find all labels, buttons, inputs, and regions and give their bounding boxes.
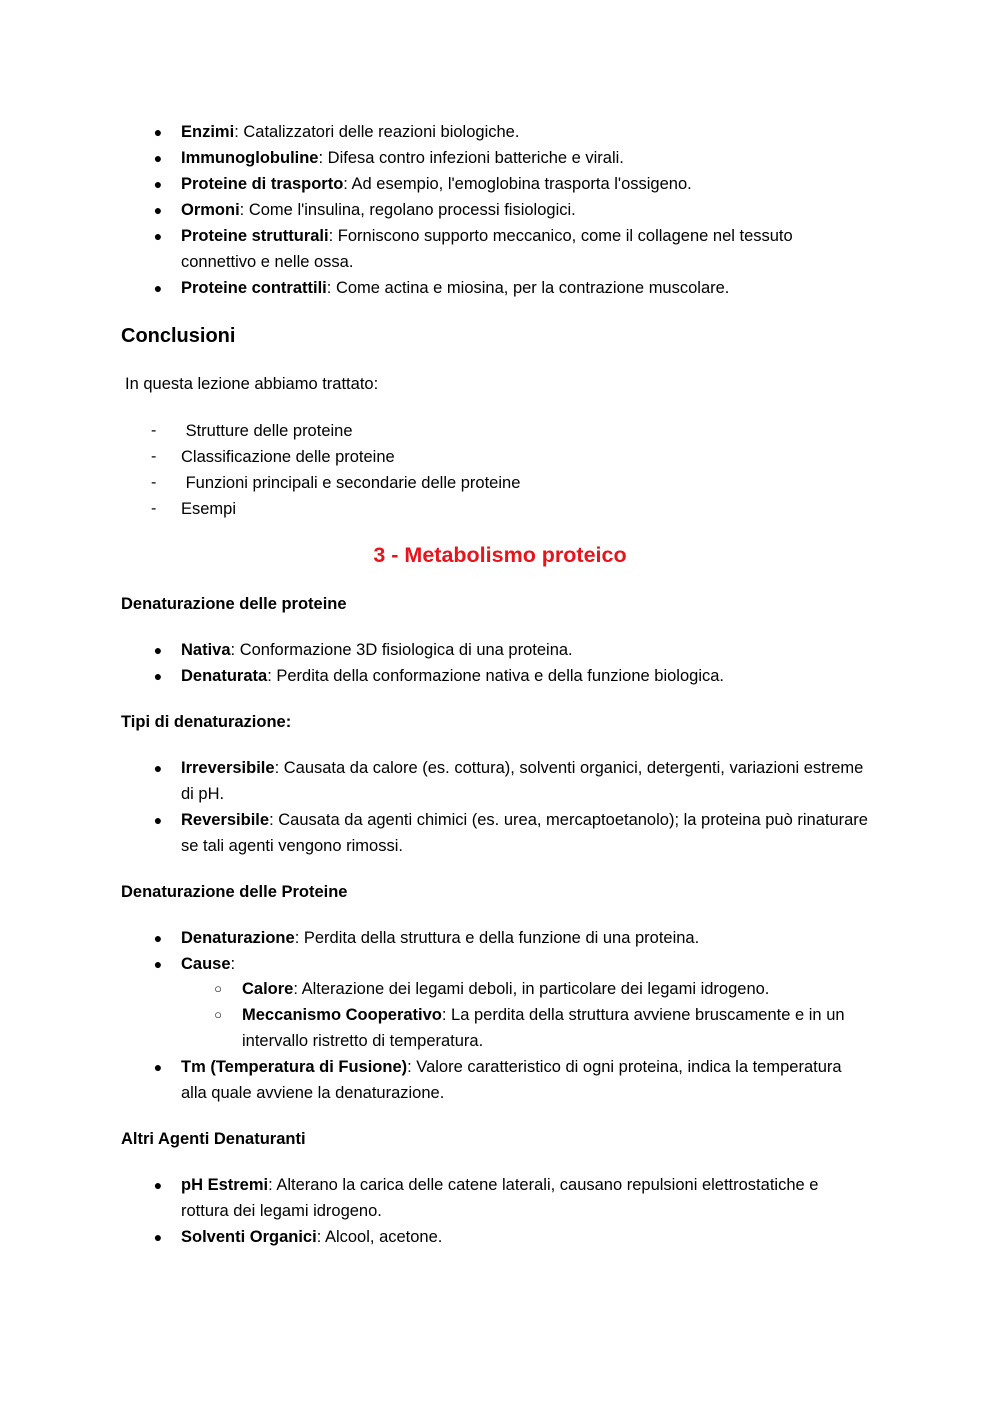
bullet-icon: ● — [153, 1229, 163, 1245]
list-item: Enzimi: Catalizzatori delle reazioni biologiche. — [181, 123, 520, 141]
bullet-icon: ● — [153, 280, 163, 296]
dash-icon: - — [151, 448, 157, 465]
list-item: Funzioni principali e secondarie delle proteine — [181, 474, 521, 492]
bullet-icon: ● — [153, 930, 163, 946]
list-item-continuation: se tali agenti vengono rimossi. — [181, 837, 403, 855]
circle-bullet-icon: ○ — [214, 981, 222, 996]
sub-list-item: Calore: Alterazione dei legami deboli, in particolare dei legami idrogeno. — [242, 980, 770, 998]
bullet-icon: ● — [153, 812, 163, 828]
dash-icon: - — [151, 474, 157, 491]
bullet-icon: ● — [153, 760, 163, 776]
list-item: Immunoglobuline: Difesa contro infezioni batteriche e virali. — [181, 149, 624, 167]
list-item: Ormoni: Come l'insulina, regolano processi fisiologici. — [181, 201, 576, 219]
list-item: Proteine contrattili: Come actina e miosina, per la contrazione muscolare. — [181, 279, 730, 297]
list-item: Tm (Temperatura di Fusione): Valore caratteristico di ogni proteina, indica la temperatura — [181, 1058, 842, 1076]
bullet-icon: ● — [153, 1059, 163, 1075]
bullet-icon: ● — [153, 228, 163, 244]
bullet-icon: ● — [153, 202, 163, 218]
bullet-icon: ● — [153, 668, 163, 684]
subsection-heading: Denaturazione delle proteine — [121, 595, 347, 613]
list-item: Proteine di trasporto: Ad esempio, l'emoglobina trasporta l'ossigeno. — [181, 175, 692, 193]
list-item: Proteine strutturali: Forniscono supporto meccanico, come il collagene nel tessuto — [181, 227, 793, 245]
subsection-heading: Altri Agenti Denaturanti — [121, 1130, 306, 1148]
bullet-icon: ● — [153, 176, 163, 192]
section-heading: Conclusioni — [121, 325, 236, 347]
list-item: Classificazione delle proteine — [181, 448, 395, 466]
list-item-continuation: rottura dei legami idrogeno. — [181, 1202, 382, 1220]
bullet-icon: ● — [153, 956, 163, 972]
list-item-continuation: connettivo e nelle ossa. — [181, 253, 354, 271]
sub-list-item: Meccanismo Cooperativo: La perdita della struttura avviene bruscamente e in un — [242, 1006, 845, 1024]
list-item: Esempi — [181, 500, 237, 518]
bullet-icon: ● — [153, 1177, 163, 1193]
list-item: Denaturata: Perdita della conformazione nativa e della funzione biologica. — [181, 667, 724, 685]
circle-bullet-icon: ○ — [214, 1007, 222, 1022]
bullet-icon: ● — [153, 124, 163, 140]
list-item: Irreversibile: Causata da calore (es. cottura), solventi organici, detergenti, variazioni estreme — [181, 759, 864, 777]
paragraph: In questa lezione abbiamo trattato: — [125, 375, 379, 393]
list-item: Denaturazione: Perdita della struttura e della funzione di una proteina. — [181, 929, 700, 947]
list-item: Cause: — [181, 955, 236, 973]
subsection-heading: Tipi di denaturazione: — [121, 713, 292, 731]
list-item: pH Estremi: Alterano la carica delle catene laterali, causano repulsioni elettrostatiche e — [181, 1176, 819, 1194]
dash-icon: - — [151, 500, 157, 517]
list-item: Nativa: Conformazione 3D fisiologica di una proteina. — [181, 641, 573, 659]
list-item: Strutture delle proteine — [181, 422, 353, 440]
bullet-icon: ● — [153, 150, 163, 166]
bullet-icon: ● — [153, 642, 163, 658]
dash-icon: - — [151, 422, 157, 439]
chapter-title: 3 - Metabolismo proteico — [373, 543, 627, 567]
list-item: Reversibile: Causata da agenti chimici (es. urea, mercaptoetanolo); la proteina può rinaturare — [181, 811, 868, 829]
sub-list-item-continuation: intervallo ristretto di temperatura. — [242, 1032, 484, 1050]
list-item: Solventi Organici: Alcool, acetone. — [181, 1228, 443, 1246]
list-item-continuation: di pH. — [181, 785, 225, 803]
subsection-heading: Denaturazione delle Proteine — [121, 883, 348, 901]
list-item-continuation: alla quale avviene la denaturazione. — [181, 1084, 445, 1102]
